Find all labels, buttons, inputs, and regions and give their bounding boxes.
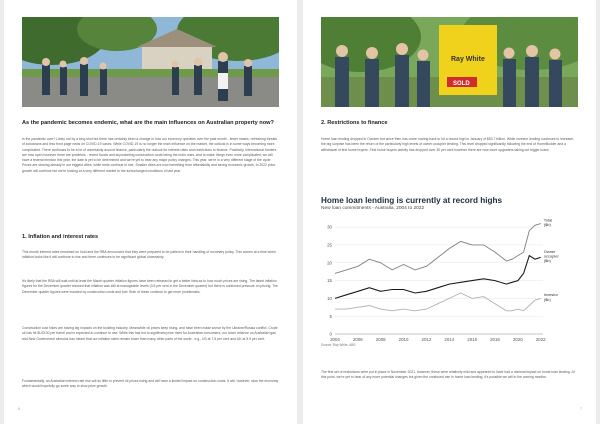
x-tick-label: 2014	[444, 337, 455, 342]
section-heading: As the pandemic becomes endemic, what are the main influences on Australian property now?	[22, 120, 274, 126]
x-tick-label: 2016	[467, 337, 478, 342]
chart-subtitle: New loan commitments - Australia, 2004 to 2022	[321, 206, 425, 211]
y-tick-label: 10	[327, 295, 332, 301]
y-tick-label: 5	[329, 313, 332, 319]
sold-label: SOLD	[453, 81, 470, 87]
street-crowd-photo	[22, 17, 279, 107]
sign-text: Ray White	[451, 56, 485, 63]
y-tick-label: 0	[329, 331, 332, 337]
sold-sign-photo	[321, 17, 578, 107]
chart-title: Home loan lending is currently at record highs	[321, 196, 503, 205]
inflation-paragraph-1: This month interest rates remained on hold and the RBA announced that they were prepared to be patient in their handling of monetary policy. This comes at a time when inflation looks like it will continue to rise and there continues to be significant global uncertainty.	[22, 250, 276, 260]
series-label: Investor ($b)	[543, 292, 558, 302]
series-label: Owner occupier ($b)	[543, 249, 559, 264]
right-page	[303, 0, 596, 424]
x-tick-label: 2008	[375, 337, 386, 342]
chart-source: Source: Ray White, ABS	[321, 343, 356, 347]
x-tick-label: 2018	[490, 337, 500, 342]
x-tick-label: 2020	[512, 337, 523, 342]
section-2-heading: 2. Restrictions to finance	[321, 120, 388, 126]
y-tick-label: 20	[327, 260, 332, 266]
page-number: 7	[580, 407, 582, 411]
y-tick-label: 25	[327, 242, 332, 248]
home-loan-chart	[321, 196, 578, 350]
finance-paragraph-2: The first set of restrictions were put in place in November 2021, however, these were relatively mild and appeared to have had a minimal impact on home loan lending. At this point, we're yet to hear of any more potential changes but given the continued rise in home loan lending, it's possible we will in the coming months.	[321, 370, 575, 380]
inflation-paragraph-4: Fundamentally, an Australian interest rate rise will do little to prevent oil prices rising and will have a limited impact on construction costs. It will, however, slow the economy which would hopefully go some way to slow price growth.	[22, 379, 279, 389]
page-number: 6	[18, 407, 20, 411]
chart-plot	[321, 214, 578, 356]
series-line	[335, 293, 541, 311]
x-tick-label: 2006	[352, 337, 363, 342]
x-tick-label: 2022	[535, 337, 546, 342]
series-line	[335, 224, 541, 274]
left-page	[4, 0, 297, 424]
finance-paragraph-1: Home loan lending dropped in October but since then has come roaring back to hit a record high in January of $53.7 billion. While investor lending continues to increase, the big surprise has been the return of the particularly high levels of owner occupier lending. This level dropped significantly following the end of HomeBuilder and a withdrawal of first home buyers. First home buyers activity has dropped over 30 per cent however there are now more upgraders taking out bigger loans.	[321, 137, 574, 152]
x-tick-label: 2010	[398, 337, 409, 342]
x-tick-label: 2012	[421, 337, 432, 342]
series-line	[335, 256, 541, 299]
inflation-paragraph-3: Construction cost hikes are having big impacts on the building industry. Meanwhile oil prices keep rising, and have been made worse by the Ukraine/Russia conflict. Crude oil has hit $US100 per barrel and is expected to continue to rise. While this has led to significant price rises for Australian consumers, our lower reliance on Australian gas and New Government stimulus has meant that our inflation rates remain lower than many other parts of the world - e.g., US at 7.5 per cent and UK at 5.5 per cent.	[22, 326, 278, 341]
x-tick-label: 2004	[330, 337, 340, 342]
intro-paragraph: Is the pandemic over? Likely not by a long shot but there has certainly been a change in how our economy operates over the past month - fewer masks, refreshing threats of lockdowns and less front page news on COVID-19 cases. While COVID-19 is no longer the main influence on the market, the outlook is in some ways becoming more complicated. There continues to be a lot of uncertainty around finance, particularly the outlook for interest rates and restrictions to finance. Positively, international borders are now open however there are problems - recent floods and skyrocketing construction costs being the main ones. And to make things even more complicated, we will have a federal election this year, the date is yet to be determined and we're yet to hear any major policy changes. This year, we're in a very different stage of the cycle. Prices are slowing already in our biggest cities, while rents continue to rise. Smaller cities are now benefiting from affordability and strong economic growth. In 2022 price growth will continue but we're looking at a very different market to the turbocharged conditions of last year.	[22, 137, 278, 173]
inflation-paragraph-2: It's likely that the RBA will wait until at least the March quarter inflation figures have been released to get a better idea as to how much prices are rising. The latest inflation figures for the December quarter showed that inflation was still at manageable levels (3.5 per cent in the December quarter) but there is continued pressure on pricing. The December quarter figures were boosted by construction costs and fuel. Both of these continue to get more problematic.	[22, 279, 279, 294]
y-tick-label: 30	[327, 224, 332, 230]
series-label: Total ($b)	[543, 217, 553, 227]
y-tick-label: 15	[327, 278, 332, 284]
section-1-heading: 1. Inflation and interest rates	[22, 234, 99, 240]
